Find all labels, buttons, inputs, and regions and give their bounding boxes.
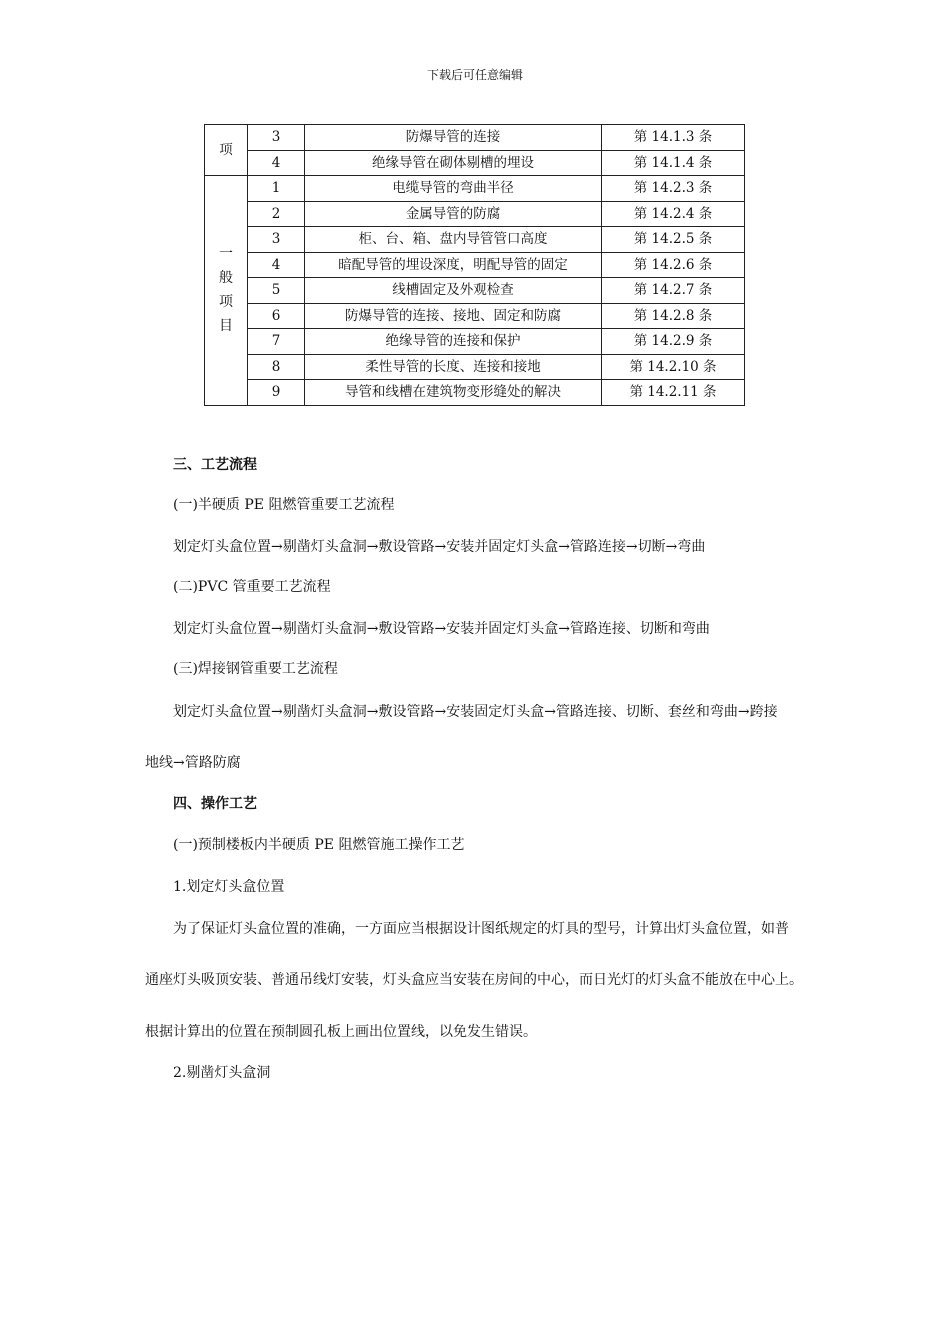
row-num: 5 (248, 278, 305, 304)
paragraph-line-2: 通座灯头吸顶安装、普通吊线灯安装，灯头盒应当安装在房间的中心，而日光灯的灯头盒不能放在中心上。 (145, 972, 803, 988)
table-row (205, 380, 745, 406)
row-item: 绝缘导管在砌体剔槽的埋设 (305, 150, 602, 176)
row-item: 暗配导管的埋设深度，明配导管的固定 (305, 252, 602, 278)
row-item: 导管和线槽在建筑物变形缝处的解决 (305, 380, 602, 406)
row-num: 8 (248, 354, 305, 380)
row-item: 柜、台、箱、盘内导管管口高度 (305, 227, 602, 253)
row-item: 防爆导管的连接、接地、固定和防腐 (305, 303, 602, 329)
group-label-general: 一 般 项 目 (205, 176, 248, 406)
row-ref: 第 14.1.3 条 (602, 125, 745, 151)
flow-text-pe: 划定灯头盒位置→剔凿灯头盒洞→敷设管路→安装并固定灯头盒→管路连接→切断→弯曲 (173, 539, 706, 555)
row-ref: 第 14.2.8 条 (602, 303, 745, 329)
row-item: 防爆导管的连接 (305, 125, 602, 151)
subsection-steel-flow: (三)焊接钢管重要工艺流程 (173, 661, 338, 677)
row-num: 1 (248, 176, 305, 202)
subsection-pvc-flow: (二)PVC 管重要工艺流程 (173, 579, 331, 595)
row-ref: 第 14.2.10 条 (602, 354, 745, 380)
step-heading-2: 2.剔凿灯头盒洞 (173, 1065, 271, 1081)
row-item: 电缆导管的弯曲半径 (305, 176, 602, 202)
table-row (205, 354, 745, 380)
section-title-process: 三、工艺流程 (173, 457, 257, 473)
row-ref: 第 14.2.3 条 (602, 176, 745, 202)
table-row (205, 252, 745, 278)
row-num: 3 (248, 125, 305, 151)
row-item: 绝缘导管的连接和保护 (305, 329, 602, 355)
row-ref: 第 14.2.5 条 (602, 227, 745, 253)
flow-text-steel-line1: 划定灯头盒位置→剔凿灯头盒洞→敷设管路→安装固定灯头盒→管路连接、切断、套丝和弯曲→跨接 (173, 704, 778, 720)
table-row (205, 303, 745, 329)
section-title-operation: 四、操作工艺 (173, 796, 257, 812)
paragraph-line-1: 为了保证灯头盒位置的准确，一方面应当根据设计图纸规定的灯具的型号，计算出灯头盒位置，如普 (173, 921, 789, 937)
row-num: 4 (248, 252, 305, 278)
row-num: 2 (248, 201, 305, 227)
row-num: 7 (248, 329, 305, 355)
table-row (205, 329, 745, 355)
flow-text-pvc: 划定灯头盒位置→剔凿灯头盒洞→敷设管路→安装并固定灯头盒→管路连接、切断和弯曲 (173, 621, 710, 637)
table-row (205, 150, 745, 176)
row-item: 金属导管的防腐 (305, 201, 602, 227)
group-label-main: 项 (205, 125, 248, 176)
row-ref: 第 14.2.6 条 (602, 252, 745, 278)
table-row (205, 125, 745, 151)
row-ref: 第 14.2.7 条 (602, 278, 745, 304)
table-row (205, 278, 745, 304)
row-num: 6 (248, 303, 305, 329)
row-num: 3 (248, 227, 305, 253)
row-num: 4 (248, 150, 305, 176)
subsection-precast-slab: (一)预制楼板内半硬质 PE 阻燃管施工操作工艺 (173, 837, 465, 853)
page-header: 下载后可任意编辑 (426, 68, 523, 82)
row-item: 线槽固定及外观检查 (305, 278, 602, 304)
table-row (205, 227, 745, 253)
row-num: 9 (248, 380, 305, 406)
table-row (205, 201, 745, 227)
spec-table (204, 124, 745, 406)
flow-text-steel-line2: 地线→管路防腐 (145, 755, 241, 771)
row-ref: 第 14.2.9 条 (602, 329, 745, 355)
row-item: 柔性导管的长度、连接和接地 (305, 354, 602, 380)
paragraph-line-3: 根据计算出的位置在预制圆孔板上画出位置线，以免发生错误。 (145, 1024, 537, 1040)
row-ref: 第 14.1.4 条 (602, 150, 745, 176)
subsection-pe-flow: (一)半硬质 PE 阻燃管重要工艺流程 (173, 497, 395, 513)
step-heading-1: 1.划定灯头盒位置 (173, 879, 285, 895)
table-row (205, 176, 745, 202)
row-ref: 第 14.2.11 条 (602, 380, 745, 406)
row-ref: 第 14.2.4 条 (602, 201, 745, 227)
